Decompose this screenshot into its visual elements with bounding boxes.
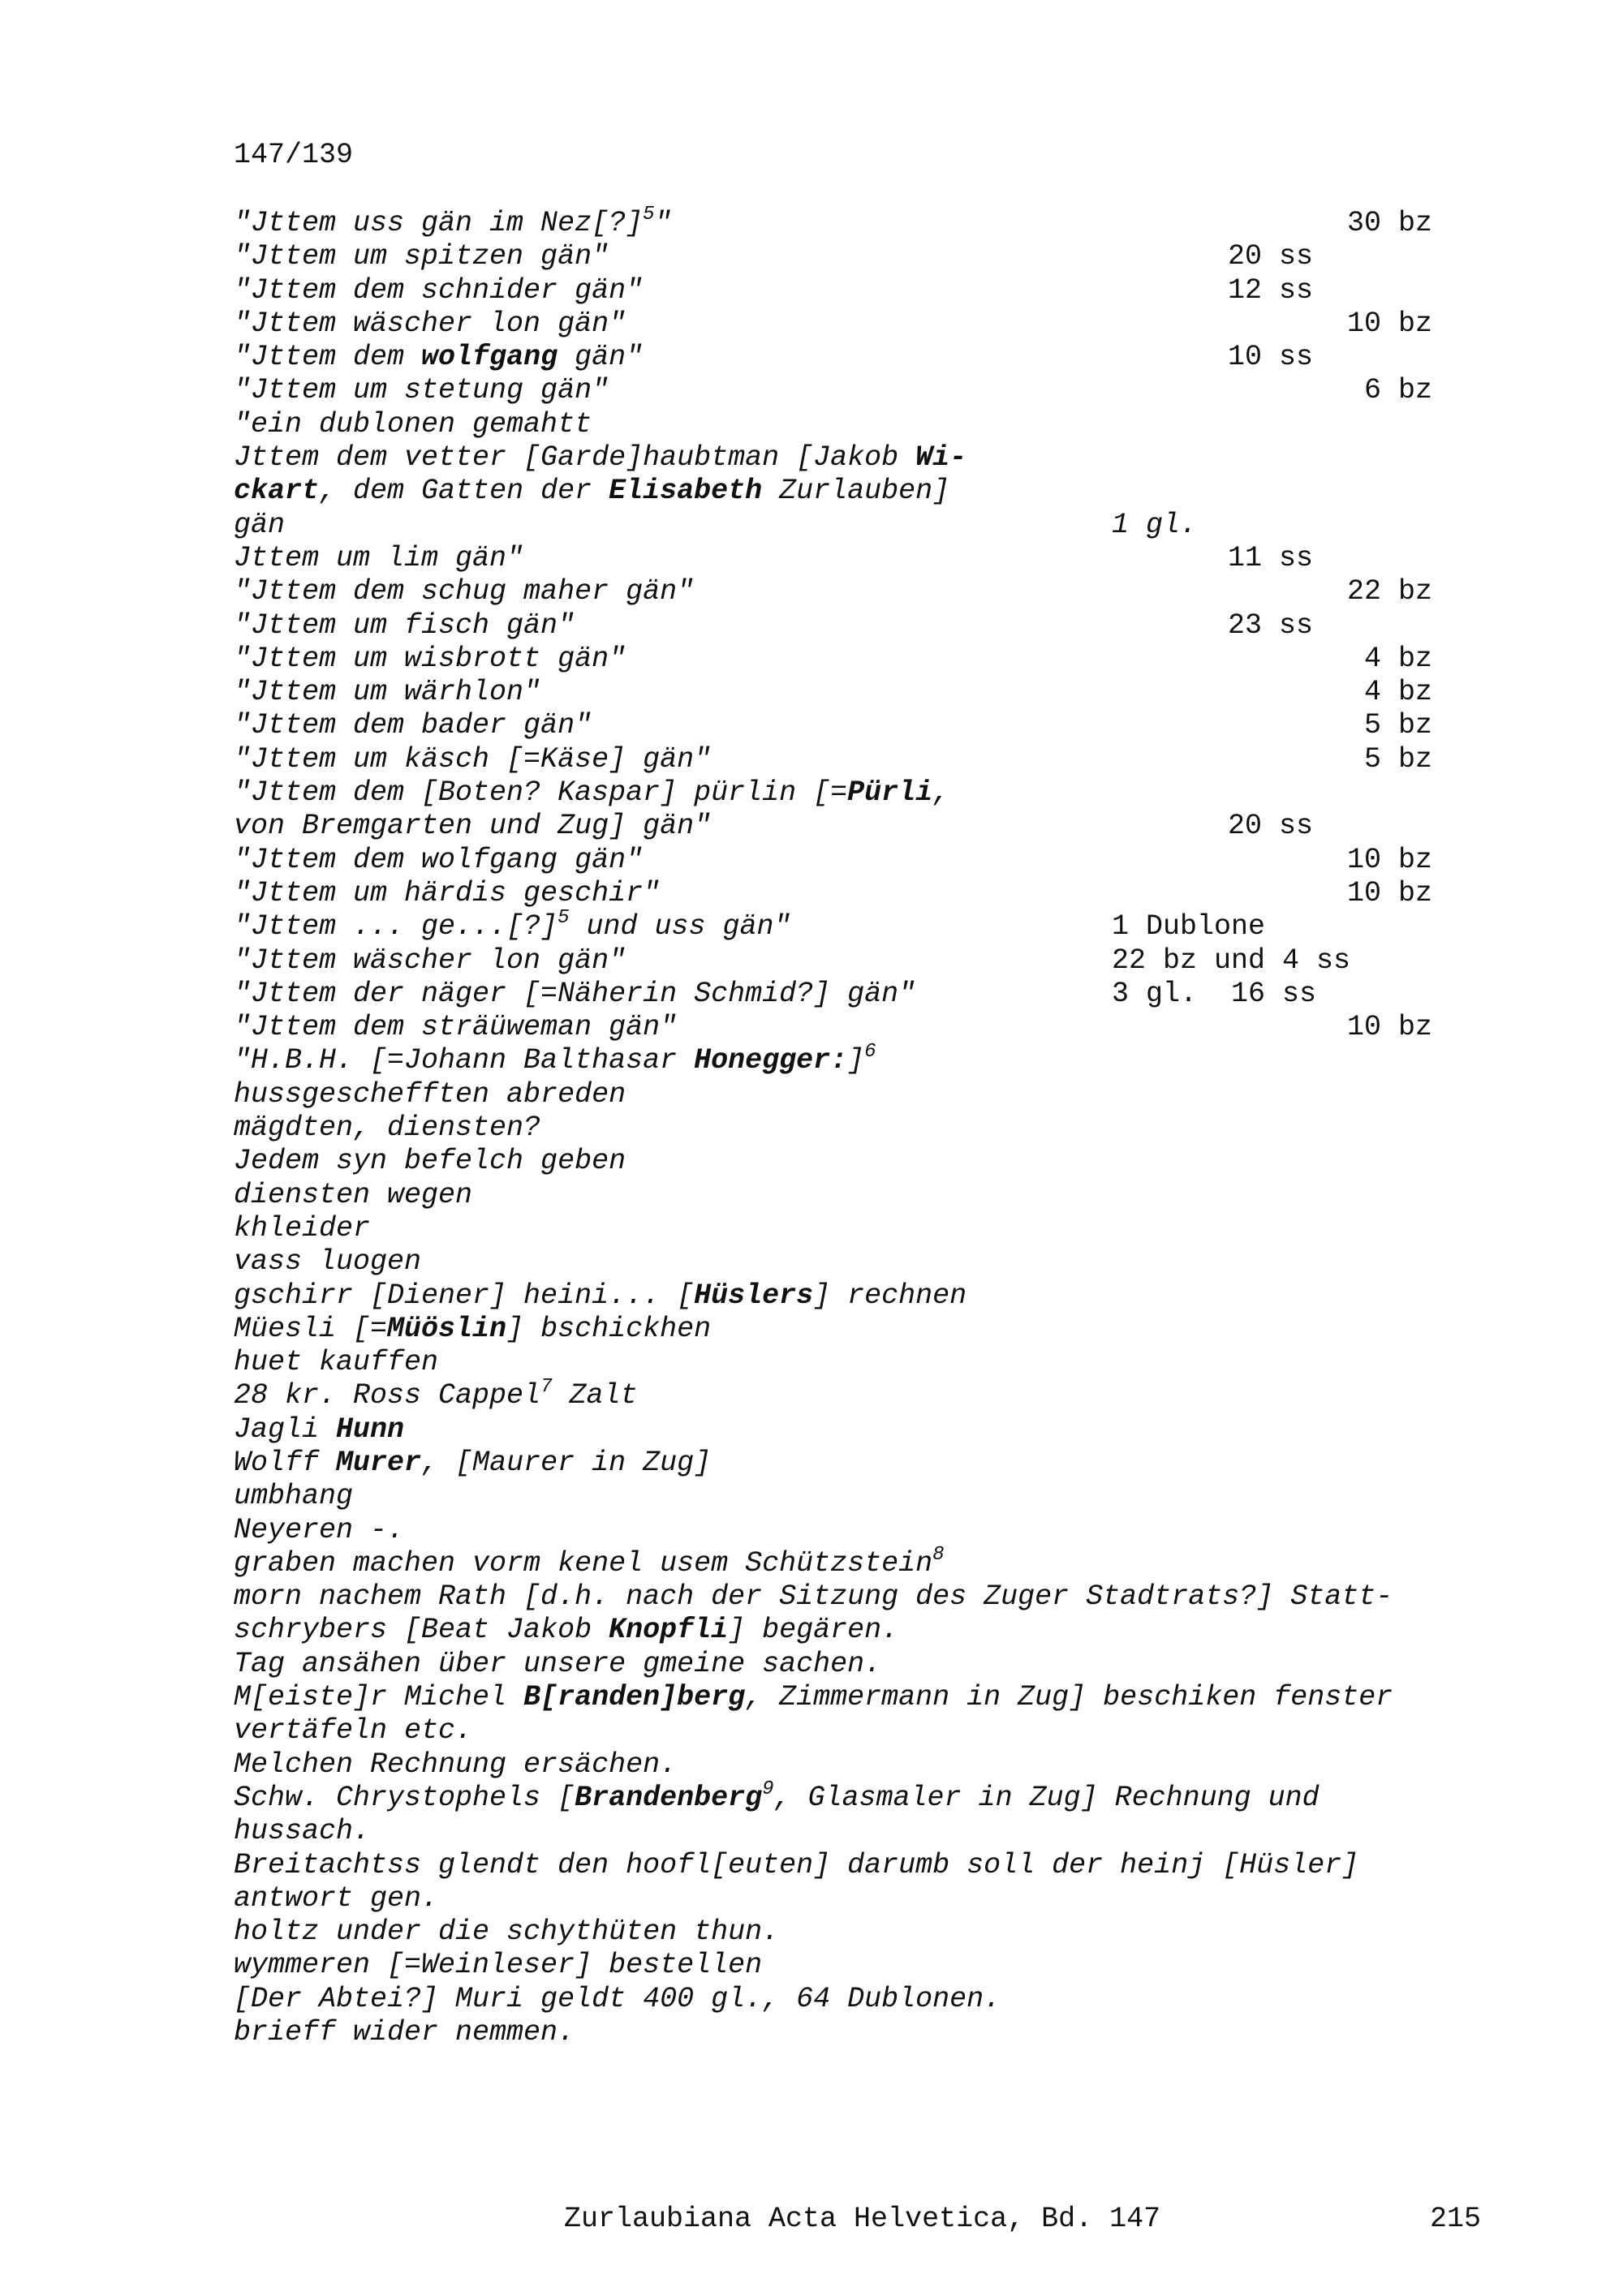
transcription-line <box>234 1983 1500 2016</box>
text-run: , dem Gatten der <box>319 475 609 508</box>
transcription-line <box>234 575 1500 608</box>
line-text <box>234 1983 1001 2016</box>
bold-name: Wi- <box>915 441 967 475</box>
text-run: "Jttem dem schnider gän" <box>234 273 644 307</box>
transcription-line <box>234 776 1500 810</box>
line-text <box>234 575 694 608</box>
line-text <box>234 810 711 843</box>
footnote-marker: 6 <box>864 1041 876 1064</box>
text-run: vertäfeln etc. <box>234 1714 473 1748</box>
transcription-line <box>234 542 1500 575</box>
transcription-line <box>234 1543 1500 1580</box>
transcription-line <box>234 1815 1500 1848</box>
transcription-line <box>234 1346 1500 1379</box>
text-run: hussgeschefften abreden <box>234 1077 626 1111</box>
transcription-line <box>234 1915 1500 1949</box>
bold-name: Müöslin <box>387 1312 507 1345</box>
text-run: umbhang <box>234 1480 354 1513</box>
text-run: "Jttem dem wolfgang gän" <box>234 843 644 876</box>
transcription-line <box>234 204 1500 240</box>
line-text <box>234 877 660 910</box>
text-run: ] bschickhen <box>506 1312 712 1345</box>
transcription-line <box>234 1614 1500 1647</box>
line-text <box>234 341 643 374</box>
text-run: hussach. <box>234 1815 371 1848</box>
transcription-line <box>234 1145 1500 1178</box>
transcription-line <box>234 1413 1500 1447</box>
text-run: "Jttem dem [Boten? Kaspar] pürlin [= <box>234 776 848 810</box>
text-run: brieff wider nemmen. <box>234 2016 575 2049</box>
amount-schilling: 10 ss <box>1228 341 1314 374</box>
line-text <box>234 1413 404 1447</box>
transcription-line <box>234 1279 1500 1313</box>
transcription-line <box>234 1179 1500 1212</box>
transcription-line <box>234 441 1500 475</box>
line-text <box>234 475 949 508</box>
line-text <box>234 240 609 273</box>
text-run: und uss gän" <box>569 910 791 944</box>
text-run: gän" <box>558 341 644 374</box>
text-run: "Jttem um spitzen gän" <box>234 240 609 273</box>
text-run: "Jttem wäscher lon gän" <box>234 307 626 340</box>
bold-name: Knopfli <box>609 1614 729 1647</box>
amount-batzen: 6 bz <box>1363 374 1432 407</box>
transcription-line <box>234 1648 1500 1681</box>
bold-name: B[randen]berg <box>523 1681 746 1714</box>
text-run: Müesli [= <box>234 1312 388 1345</box>
line-text <box>234 1245 421 1279</box>
amount-schilling: 12 ss <box>1228 273 1314 307</box>
text-run: [Der Abtei?] Muri geldt 400 gl., 64 Dublonen. <box>234 1982 1001 2015</box>
line-text <box>234 1447 711 1480</box>
text-run: Jedem syn befelch geben <box>234 1145 626 1178</box>
transcription-line <box>234 1882 1500 1915</box>
text-run: , Zimmermann in Zug] beschiken fenster <box>745 1681 1393 1714</box>
footer-title: Zurlaubiana Acta Helvetica, Bd. 147 <box>564 2203 1161 2235</box>
line-text <box>234 1212 370 1245</box>
text-run: 28 kr. Ross Cappel <box>234 1379 541 1412</box>
text-run: khleider <box>234 1211 371 1245</box>
text-run: "Jttem dem <box>234 341 422 374</box>
line-text <box>234 274 643 307</box>
text-run: Zurlauben] <box>762 475 950 508</box>
amount-batzen: 5 bz <box>1363 742 1432 776</box>
line-text <box>234 1714 472 1748</box>
amount-batzen: 10 bz <box>1346 1011 1432 1044</box>
transcription-line <box>234 978 1500 1011</box>
transcription-line <box>234 844 1500 877</box>
amount-batzen: 5 bz <box>1363 709 1432 742</box>
transcription-line <box>234 1714 1500 1748</box>
line-text <box>234 1748 677 1782</box>
transcription-line <box>234 307 1500 341</box>
bold-name: wolfgang <box>421 341 558 374</box>
text-run: ] begären. <box>728 1614 899 1647</box>
footnote-marker: 5 <box>643 204 655 226</box>
text-run: M[eiste]r Michel <box>234 1681 524 1714</box>
footer-page-number: 215 <box>1430 2203 1482 2235</box>
line-text <box>234 743 711 776</box>
transcription-line <box>234 509 1500 542</box>
transcription-line <box>234 1011 1500 1044</box>
text-run: " <box>654 207 672 239</box>
transcription-line <box>234 1111 1500 1145</box>
line-text <box>234 1648 881 1681</box>
amount-batzen: 4 bz <box>1363 642 1432 675</box>
transcription-line <box>234 1849 1500 1882</box>
amount-column-1: 1 Dublone <box>1112 910 1266 944</box>
text-run: "H.B.H. [=Johann Balthasar <box>234 1044 695 1077</box>
text-run: diensten wegen <box>234 1178 473 1211</box>
line-text <box>234 1041 876 1077</box>
transcription-line <box>234 1447 1500 1480</box>
transcription-line <box>234 475 1500 508</box>
line-text <box>234 1346 438 1379</box>
text-run: "Jttem um härdis geschir" <box>234 876 661 909</box>
transcription-line <box>234 907 1500 944</box>
transcription-line <box>234 2016 1500 2049</box>
text-run: Schw. Chrystophels [ <box>234 1781 575 1814</box>
line-text <box>234 408 592 441</box>
line-text <box>234 1179 472 1212</box>
amount-column-1: 3 gl. 16 ss <box>1112 977 1317 1010</box>
transcription-line <box>234 1041 1500 1077</box>
text-run: Tag ansähen über unsere gmeine sachen. <box>234 1647 882 1680</box>
bold-name: Brandenberg <box>575 1781 763 1814</box>
line-text <box>234 844 643 877</box>
line-text <box>234 307 626 341</box>
amount-schilling: 20 ss <box>1228 810 1314 843</box>
transcription-line <box>234 274 1500 307</box>
line-text <box>234 1614 898 1647</box>
transcription-line <box>234 1480 1500 1513</box>
line-text <box>234 944 626 978</box>
text-run: "Jttem um stetung gän" <box>234 374 609 407</box>
amount-batzen: 10 bz <box>1346 307 1432 340</box>
transcription-line <box>234 1580 1500 1614</box>
bold-name: Hüslers <box>694 1279 814 1312</box>
text-run: , <box>932 776 950 810</box>
line-text <box>234 1480 353 1513</box>
bold-name: ckart <box>234 475 320 508</box>
line-text <box>234 1882 438 1915</box>
text-run: "Jttem uss gän im Nez[?] <box>234 207 644 239</box>
text-run: , [Maurer in Zug] <box>421 1446 712 1479</box>
amount-schilling: 20 ss <box>1228 240 1314 273</box>
transcription-line <box>234 1078 1500 1111</box>
line-text <box>234 374 609 407</box>
line-text <box>234 509 285 542</box>
line-text <box>234 1949 762 1982</box>
bold-name: Pürli <box>847 776 933 810</box>
transcription-line <box>234 944 1500 978</box>
transcription-line <box>234 374 1500 407</box>
amount-batzen: 22 bz <box>1346 575 1432 608</box>
line-text <box>234 1279 966 1313</box>
page-reference: 147/139 <box>234 139 354 171</box>
line-text <box>234 1543 945 1580</box>
text-run: holtz under die schythüten thun. <box>234 1915 780 1949</box>
transcription-line <box>234 1514 1500 1547</box>
text-run: antwort gen. <box>234 1881 439 1915</box>
line-text <box>234 1313 711 1346</box>
transcription-body <box>234 204 1500 2049</box>
text-run: "Jttem dem bader gän" <box>234 709 592 742</box>
text-run: vass luogen <box>234 1245 422 1279</box>
line-text <box>234 1849 1358 1882</box>
text-run: Wolff <box>234 1446 337 1479</box>
line-text <box>234 1145 626 1178</box>
transcription-line <box>234 743 1500 776</box>
line-text <box>234 1514 404 1547</box>
text-run: mägdten, diensten? <box>234 1111 541 1145</box>
text-run: "Jttem ... ge...[?] <box>234 910 558 944</box>
text-run: Jagli <box>234 1412 337 1446</box>
text-run: wymmeren [=Weinleser] bestellen <box>234 1949 763 1982</box>
text-run: graben machen vorm kenel usem Schützstein <box>234 1546 933 1580</box>
bold-name: Hunn <box>336 1412 405 1446</box>
text-run: ] <box>847 1044 865 1077</box>
amount-batzen: 30 bz <box>1346 207 1432 239</box>
footnote-marker: 8 <box>932 1543 945 1566</box>
text-run: gän <box>234 508 286 541</box>
line-text <box>234 1815 370 1848</box>
text-run: huet kauffen <box>234 1346 439 1379</box>
transcription-line <box>234 877 1500 910</box>
transcription-line <box>234 1212 1500 1245</box>
line-text <box>234 1580 1393 1614</box>
line-text <box>234 709 592 742</box>
text-run: "Jttem um wärhlon" <box>234 676 541 709</box>
text-run: Breitachtss glendt den hoofl[euten] darumb soll der heinj [Hüsler] <box>234 1848 1359 1881</box>
text-run: , Glasmaler in Zug] Rechnung und <box>773 1781 1319 1814</box>
line-text <box>234 1078 626 1111</box>
text-run: "Jttem um käsch [=Käse] gän" <box>234 742 712 776</box>
footnote-marker: 7 <box>540 1376 553 1399</box>
transcription-line <box>234 709 1500 742</box>
line-text <box>234 676 540 709</box>
transcription-line <box>234 240 1500 273</box>
text-run: schrybers [Beat Jakob <box>234 1614 609 1647</box>
line-text <box>234 2016 575 2049</box>
amount-batzen: 10 bz <box>1346 876 1432 909</box>
text-run: Melchen Rechnung ersächen. <box>234 1748 678 1781</box>
transcription-line <box>234 1681 1500 1714</box>
line-text <box>234 542 523 575</box>
line-text <box>234 776 949 810</box>
line-text <box>234 1681 1393 1714</box>
text-run: "ein dublonen gemahtt <box>234 407 592 441</box>
bold-name: Elisabeth <box>609 475 763 508</box>
text-run: ] rechnen <box>813 1279 967 1312</box>
transcription-line <box>234 1376 1500 1412</box>
text-run: von Bremgarten und Zug] gän" <box>234 810 712 843</box>
line-text <box>234 907 791 944</box>
line-text <box>234 978 915 1011</box>
transcription-line <box>234 1748 1500 1782</box>
bold-name: Honegger: <box>694 1044 848 1077</box>
transcription-line <box>234 1949 1500 1982</box>
line-text <box>234 204 672 240</box>
amount-column-1: 1 gl. <box>1112 508 1198 541</box>
line-text <box>234 609 575 643</box>
amount-schilling: 11 ss <box>1228 541 1314 574</box>
amount-column-1: 22 bz und 4 ss <box>1112 944 1351 977</box>
line-text <box>234 643 626 676</box>
transcription-line <box>234 1245 1500 1279</box>
line-text <box>234 1778 1319 1815</box>
amount-schilling: 23 ss <box>1228 608 1314 642</box>
text-run: "Jttem der näger [=Näherin Schmid?] gän" <box>234 977 916 1010</box>
text-run: "Jttem dem schug maher gän" <box>234 575 695 608</box>
text-run: Jttem um lim gän" <box>234 541 524 574</box>
line-text <box>234 441 966 475</box>
line-text <box>234 1011 677 1044</box>
text-run: gschirr [Diener] heini... [ <box>234 1279 695 1312</box>
text-run: Jttem dem vetter [Garde]haubtman [Jakob <box>234 441 916 475</box>
transcription-line <box>234 810 1500 843</box>
text-run: "Jttem dem sträüweman gän" <box>234 1011 678 1044</box>
text-run: "Jttem wäscher lon gän" <box>234 944 626 977</box>
transcription-line <box>234 676 1500 709</box>
transcription-line <box>234 1778 1500 1815</box>
footnote-marker: 5 <box>558 907 570 930</box>
line-text <box>234 1376 638 1412</box>
amount-batzen: 10 bz <box>1346 843 1432 876</box>
transcription-line <box>234 408 1500 441</box>
line-text <box>234 1915 779 1949</box>
transcription-line <box>234 643 1500 676</box>
line-text <box>234 1111 540 1145</box>
text-run: morn nachem Rath [d.h. nach der Sitzung des Zuger Stadtrats?] Statt- <box>234 1580 1393 1614</box>
transcription-line <box>234 1313 1500 1346</box>
text-run: Neyeren -. <box>234 1513 405 1546</box>
footnote-marker: 9 <box>762 1778 774 1800</box>
text-run: Zalt <box>552 1379 638 1412</box>
text-run: "Jttem um wisbrott gän" <box>234 642 626 675</box>
bold-name: Murer <box>336 1446 422 1479</box>
amount-batzen: 4 bz <box>1363 676 1432 709</box>
transcription-line <box>234 341 1500 374</box>
text-run: "Jttem um fisch gän" <box>234 608 575 642</box>
transcription-line <box>234 609 1500 643</box>
